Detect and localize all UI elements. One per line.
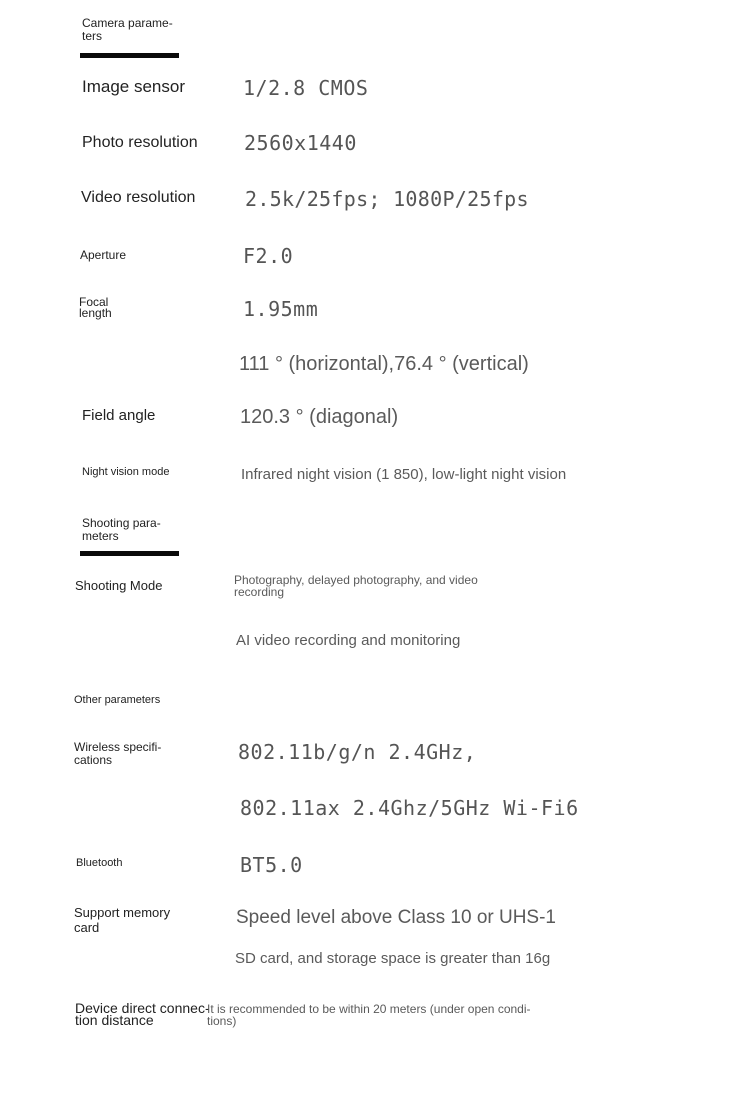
label-memory-card: [74, 905, 170, 935]
label-wireless: [74, 741, 161, 767]
section-title-shooting: [82, 517, 161, 543]
label-focal-length: [79, 297, 112, 319]
value-shooting-mode-line2: recording: [234, 585, 285, 599]
section-title-shooting-line1: Shooting para-: [82, 516, 161, 530]
value-aperture: F2.0: [243, 244, 294, 268]
label-wireless-line1: Wireless specifi-: [74, 740, 162, 754]
label-focal-length-line1: Focal: [79, 295, 109, 309]
value-field-angle-line1: 111 ° (horizontal),76.4 ° (vertical): [239, 353, 529, 375]
label-aperture: Aperture: [80, 248, 127, 262]
value-memory-card-line2: SD card, and storage space is greater than 16g: [235, 950, 551, 967]
section-title-camera: [82, 17, 173, 43]
section-title-camera-line1: Camera parame-: [82, 16, 173, 30]
value-image-sensor: 1/2.8 CMOS: [243, 76, 369, 100]
label-direct-connect-line1: Device direct connec-: [75, 1000, 210, 1016]
section-title-shooting-line2: meters: [82, 529, 119, 543]
section-title-camera-line2: ters: [82, 29, 103, 43]
value-bluetooth: BT5.0: [240, 853, 303, 877]
section-title-other: Other parameters: [74, 694, 161, 706]
value-shooting-mode: [234, 574, 478, 598]
value-photo-resolution: 2560x1440: [244, 131, 357, 155]
label-memory-card-line1: Support memory: [74, 905, 171, 920]
value-direct-connect-line1: It is recommended to be within 20 meters (under open condi-: [207, 1002, 531, 1016]
value-shooting-mode-line1: Photography, delayed photography, and video: [234, 573, 478, 587]
section-underline-camera: [80, 53, 179, 58]
label-direct-connect: [75, 1002, 210, 1026]
label-bluetooth: Bluetooth: [76, 857, 123, 869]
label-video-resolution: Video resolution: [81, 189, 196, 206]
value-wireless-line2: 802.11ax 2.4Ghz/5GHz Wi-Fi6: [240, 796, 579, 820]
value-video-resolution: 2.5k/25fps; 1080P/25fps: [245, 187, 529, 211]
label-direct-connect-line2: tion distance: [75, 1012, 154, 1028]
value-focal-length: 1.95mm: [243, 297, 319, 321]
label-field-angle: Field angle: [82, 407, 156, 424]
label-photo-resolution: Photo resolution: [82, 134, 198, 151]
label-image-sensor: Image sensor: [82, 77, 185, 96]
label-wireless-line2: cations: [74, 753, 113, 767]
value-memory-card-line1: Speed level above Class 10 or UHS-1: [236, 907, 557, 928]
value-field-angle-line2: 120.3 ° (diagonal): [240, 406, 399, 428]
value-shooting-mode-line3: AI video recording and monitoring: [236, 632, 461, 649]
value-direct-connect: [207, 1003, 531, 1027]
label-shooting-mode: Shooting Mode: [75, 578, 163, 593]
value-night-vision: Infrared night vision (1 850), low-light night vision: [241, 466, 567, 483]
section-underline-shooting: [80, 551, 179, 556]
value-direct-connect-line2: tions): [207, 1014, 237, 1028]
value-wireless-line1: 802.11b/g/n 2.4GHz,: [238, 740, 477, 764]
label-focal-length-line2: length: [79, 306, 112, 320]
label-memory-card-line2: card: [74, 920, 100, 935]
label-night-vision: Night vision mode: [82, 466, 170, 478]
